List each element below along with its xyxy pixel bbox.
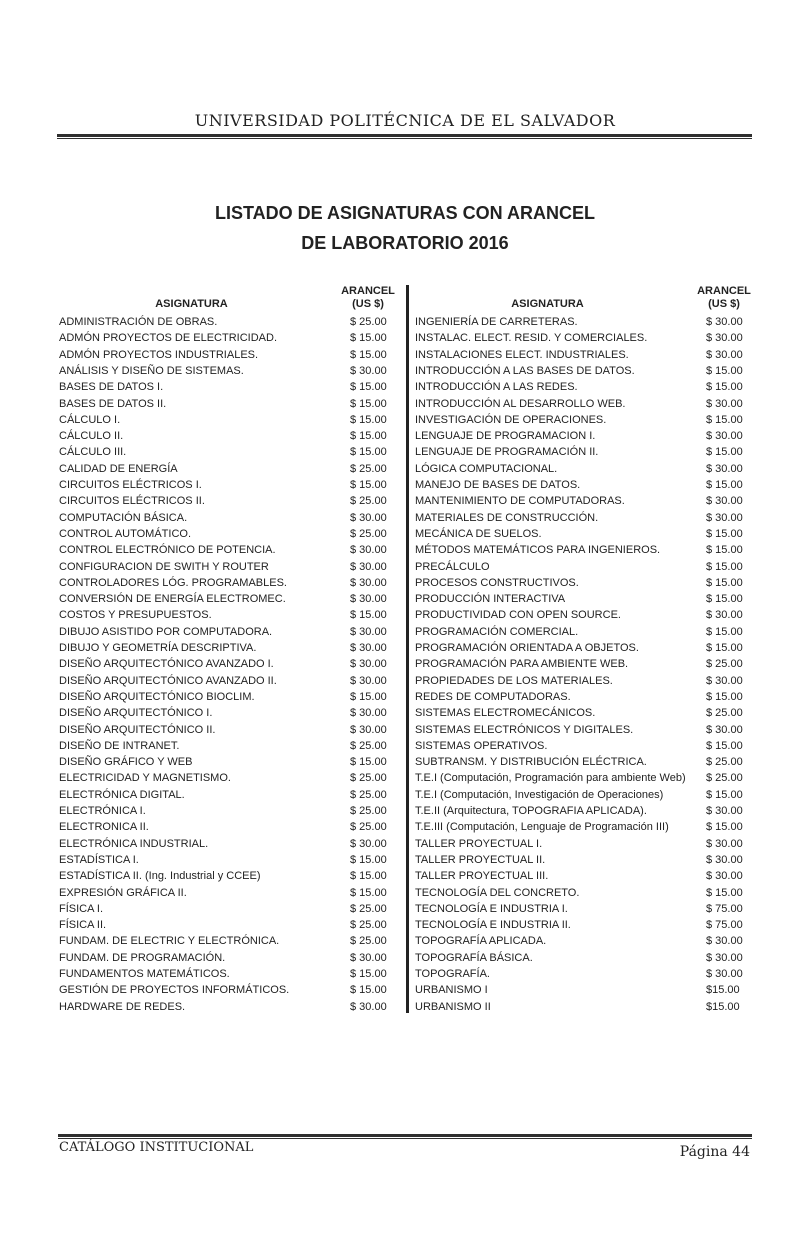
table-row	[415, 493, 755, 509]
subject-fee: $ 15.00	[350, 332, 387, 345]
subject-fee: $ 30.00	[706, 348, 743, 361]
subject-fee: $ 30.00	[350, 544, 387, 557]
subject-fee: $ 30.00	[706, 723, 743, 736]
table-row	[59, 477, 399, 493]
subject-fee: $ 30.00	[350, 576, 387, 589]
subject-name: ELECTRÓNICA DIGITAL.	[59, 788, 185, 801]
table-row	[59, 493, 399, 509]
subject-fee: $ 25.00	[350, 739, 387, 752]
table-row	[415, 754, 755, 770]
subject-name: CALIDAD DE ENERGÍA	[59, 462, 178, 475]
subject-fee: $ 15.00	[350, 968, 387, 980]
table-row	[59, 510, 399, 526]
subject-name: MECÁNICA DE SUELOS.	[415, 527, 542, 540]
subject-fee: $ 25.00	[350, 316, 387, 328]
subject-name: URBANISMO II	[415, 1000, 491, 1013]
table-row	[59, 868, 399, 884]
table-row	[415, 705, 755, 721]
subject-fee: $ 30.00	[706, 853, 743, 866]
table-row	[59, 787, 399, 803]
subject-name: CÁLCULO II.	[59, 430, 124, 443]
subject-fee: $ 30.00	[706, 805, 743, 817]
right-subject-header: ASIGNATURA	[511, 298, 584, 310]
subject-name: PROPIEDADES DE LOS MATERIALES.	[415, 674, 613, 687]
subject-fee: $ 15.00	[706, 690, 743, 703]
table-row	[415, 542, 755, 558]
subject-name: TOPOGRAFÍA.	[415, 968, 490, 980]
subject-name: T.E.I (Computación, Programación para ambiente Web)	[415, 772, 686, 785]
subject-fee: $ 30.00	[706, 968, 743, 980]
subject-name: TALLER PROYECTUAL I.	[415, 837, 543, 850]
subject-fee: $ 25.00	[350, 772, 387, 785]
table-row	[415, 673, 755, 689]
subject-name: LENGUAJE DE PROGRAMACIÓN II.	[415, 446, 599, 459]
table-row	[59, 917, 399, 933]
subject-fee: $ 15.00	[350, 381, 387, 394]
subject-fee: $ 30.00	[706, 935, 743, 948]
subject-fee: $ 15.00	[350, 853, 387, 866]
subject-fee: $ 15.00	[706, 821, 743, 834]
subject-name: DISEÑO ARQUITECTÓNICO AVANZADO I.	[59, 658, 274, 671]
right-fee-header-line2: (US $)	[708, 298, 740, 310]
subject-fee: $ 25.00	[350, 527, 387, 540]
table-row	[415, 363, 755, 379]
subject-name: ESTADÍSTICA II. (Ing. Industrial y CCEE)	[59, 870, 261, 883]
subject-fee: $ 30.00	[350, 658, 387, 671]
table-row	[415, 933, 755, 949]
table-row	[59, 689, 399, 705]
table-row	[59, 591, 399, 607]
right-fee-header	[688, 285, 760, 311]
subject-name: ADMÓN PROYECTOS DE ELECTRICIDAD.	[59, 332, 277, 345]
subject-name: DIBUJO ASISTIDO POR COMPUTADORA.	[59, 625, 273, 638]
table-row	[415, 510, 755, 526]
subject-name: DISEÑO ARQUITECTÓNICO AVANZADO II.	[59, 674, 277, 687]
subject-fee: $ 30.00	[706, 951, 743, 964]
subject-fee: $ 75.00	[706, 902, 743, 915]
table-row	[415, 559, 755, 575]
table-row	[415, 347, 755, 363]
subject-fee: $ 15.00	[706, 413, 743, 426]
table-row	[59, 575, 399, 591]
subject-name: ESTADÍSTICA I.	[59, 853, 139, 866]
subject-name: TECNOLOGÍA E INDUSTRIA I.	[415, 902, 568, 915]
subject-name: MANTENIMIENTO DE COMPUTADORAS.	[415, 495, 625, 508]
table-row	[415, 770, 755, 786]
subject-fee: $ 30.00	[706, 870, 743, 883]
subject-fee: $ 15.00	[706, 625, 743, 638]
table-row	[415, 591, 755, 607]
document-title-line2: DE LABORATORIO 2016	[301, 233, 509, 253]
subject-name: MÉTODOS MATEMÁTICOS PARA INGENIEROS.	[415, 544, 661, 557]
table-row	[59, 770, 399, 786]
table-row	[415, 477, 755, 493]
subject-name: TALLER PROYECTUAL III.	[415, 870, 549, 883]
subject-fee: $ 15.00	[350, 397, 387, 410]
subject-name: PRODUCCIÓN INTERACTIVA	[415, 593, 566, 606]
table-row	[59, 966, 399, 982]
subject-name: SISTEMAS ELECTRÓNICOS Y DIGITALES.	[415, 723, 634, 736]
header-rule-thin	[57, 138, 752, 139]
subject-name: ELECTRÓNICA INDUSTRIAL.	[59, 837, 209, 850]
table-row	[415, 575, 755, 591]
table-row	[59, 428, 399, 444]
subject-name: PROCESOS CONSTRUCTIVOS.	[415, 576, 579, 589]
subject-name: DISEÑO ARQUITECTÓNICO II.	[59, 723, 216, 736]
subject-fee: $ 30.00	[706, 332, 743, 345]
subject-fee: $ 25.00	[350, 788, 387, 801]
subject-fee: $ 15.00	[350, 348, 387, 361]
subject-fee: $ 30.00	[706, 430, 743, 443]
left-subject-header: ASIGNATURA	[155, 298, 228, 310]
table-row	[59, 461, 399, 477]
subject-name: BASES DE DATOS II.	[59, 397, 167, 410]
table-row	[415, 428, 755, 444]
subject-name: LENGUAJE DE PROGRAMACION I.	[415, 430, 596, 443]
subject-name: INSTALACIONES ELECT. INDUSTRIALES.	[415, 348, 629, 361]
subject-name: CÁLCULO III.	[59, 446, 127, 459]
subject-name: CONTROLADORES LÓG. PROGRAMABLES.	[59, 576, 287, 589]
table-row	[59, 836, 399, 852]
subject-fee: $ 25.00	[706, 658, 743, 671]
table-row	[59, 950, 399, 966]
subject-name: DIBUJO Y GEOMETRÍA DESCRIPTIVA.	[59, 642, 257, 654]
subject-fee: $15.00	[706, 1000, 740, 1013]
table-row	[59, 624, 399, 640]
subject-fee: $ 15.00	[706, 381, 743, 394]
subject-fee: $ 15.00	[350, 886, 387, 899]
subject-fee: $ 15.00	[350, 984, 387, 997]
table-row	[59, 722, 399, 738]
subject-fee: $ 25.00	[350, 462, 387, 475]
subject-fee: $ 30.00	[706, 495, 743, 508]
subject-name: T.E.III (Computación, Lenguaje de Programación III)	[415, 821, 669, 834]
subject-fee: $ 15.00	[706, 593, 743, 606]
page-number: Página 44	[679, 1144, 750, 1160]
table-row	[59, 363, 399, 379]
table-row	[59, 347, 399, 363]
subject-name: TOPOGRAFÍA APLICADA.	[415, 935, 547, 948]
subject-name: PROGRAMACIÓN PARA AMBIENTE WEB.	[415, 658, 629, 671]
subject-name: TECNOLOGÍA DEL CONCRETO.	[415, 886, 580, 899]
subject-name: LÓGICA COMPUTACIONAL.	[415, 462, 558, 475]
subject-fee: $ 25.00	[350, 495, 387, 508]
table-row	[59, 607, 399, 623]
table-row	[415, 526, 755, 542]
subject-fee: $ 15.00	[706, 527, 743, 540]
subject-fee: $ 15.00	[706, 642, 743, 654]
subject-name: ELECTRONICA II.	[59, 821, 149, 834]
subject-fee: $ 30.00	[350, 625, 387, 638]
subject-fee: $ 30.00	[350, 593, 387, 606]
table-row	[59, 379, 399, 395]
subject-name: PROGRAMACIÓN ORIENTADA A OBJETOS.	[415, 642, 639, 654]
left-fee-header	[332, 285, 404, 311]
table-row	[415, 396, 755, 412]
table-row	[59, 330, 399, 346]
subject-fee: $ 15.00	[350, 756, 387, 769]
subject-fee: $ 15.00	[706, 788, 743, 801]
subject-fee: $ 15.00	[706, 560, 743, 573]
subject-name: CÁLCULO I.	[59, 413, 121, 426]
subject-name: INVESTIGACIÓN DE OPERACIONES.	[415, 413, 607, 426]
table-row	[59, 819, 399, 835]
subject-fee: $ 30.00	[350, 1000, 387, 1013]
table-row	[59, 412, 399, 428]
subject-fee: $ 75.00	[706, 919, 743, 932]
table-row	[59, 705, 399, 721]
subject-fee: $ 15.00	[706, 739, 743, 752]
subject-fee: $ 15.00	[706, 479, 743, 491]
subject-fee: $ 15.00	[350, 609, 387, 622]
subject-name: FUNDAM. DE PROGRAMACIÓN.	[59, 951, 226, 964]
university-name: UNIVERSIDAD POLITÉCNICA DE EL SALVADOR	[194, 111, 616, 130]
subject-fee: $ 15.00	[350, 479, 387, 491]
subject-fee: $ 15.00	[350, 690, 387, 703]
subject-name: ADMÓN PROYECTOS INDUSTRIALES.	[59, 348, 259, 361]
table-row	[415, 640, 755, 656]
table-row	[415, 917, 755, 933]
subject-name: TOPOGRAFÍA BÁSICA.	[415, 951, 533, 964]
table-row	[415, 950, 755, 966]
table-row	[59, 803, 399, 819]
subject-fee: $ 25.00	[350, 919, 387, 932]
subject-fee: $ 30.00	[350, 674, 387, 687]
subject-name: TALLER PROYECTUAL II.	[415, 853, 546, 866]
table-row	[59, 656, 399, 672]
table-row	[415, 607, 755, 623]
table-row	[59, 444, 399, 460]
table-row	[59, 901, 399, 917]
document-title-line1: LISTADO DE ASIGNATURAS CON ARANCEL	[215, 203, 595, 223]
catalog-label: CATÁLOGO INSTITUCIONAL	[59, 1140, 254, 1155]
left-fee-header-line1: ARANCEL	[341, 285, 395, 297]
subject-fee: $ 15.00	[350, 413, 387, 426]
footer-rule-thin	[58, 1138, 752, 1139]
subject-name: URBANISMO I	[415, 984, 488, 997]
table-row	[415, 982, 755, 998]
subject-fee: $ 30.00	[350, 837, 387, 850]
table-row	[59, 542, 399, 558]
table-row	[415, 624, 755, 640]
subject-name: ANÁLISIS Y DISEÑO DE SISTEMAS.	[59, 364, 244, 377]
subject-name: CONTROL ELECTRÓNICO DE POTENCIA.	[59, 544, 276, 557]
table-row	[59, 933, 399, 949]
subject-name: TECNOLOGÍA E INDUSTRIA II.	[415, 919, 571, 932]
subject-fee: $ 30.00	[350, 723, 387, 736]
footer-rule-thick	[58, 1134, 752, 1137]
subject-fee: $ 25.00	[706, 707, 743, 720]
subject-fee: $ 25.00	[350, 902, 387, 915]
subject-fee: $ 30.00	[350, 560, 387, 573]
subject-name: CIRCUITOS ELÉCTRICOS II.	[59, 495, 205, 508]
subject-name: SISTEMAS ELECTROMECÁNICOS.	[415, 707, 596, 720]
table-row	[415, 722, 755, 738]
table-row	[415, 868, 755, 884]
table-row	[59, 559, 399, 575]
subject-name: T.E.II (Arquitectura, TOPOGRAFIA APLICADA).	[415, 805, 647, 817]
subject-name: INSTALAC. ELECT. RESID. Y COMERCIALES.	[415, 332, 648, 345]
subject-fee: $ 30.00	[350, 707, 387, 720]
table-row	[415, 966, 755, 982]
table-row	[415, 656, 755, 672]
subject-name: FÍSICA I.	[59, 902, 104, 915]
subject-name: INTRODUCCIÓN A LAS BASES DE DATOS.	[415, 364, 635, 377]
subject-name: PRECÁLCULO	[415, 560, 490, 573]
subject-name: FÍSICA II.	[59, 919, 107, 932]
subject-name: DISEÑO DE INTRANET.	[59, 739, 180, 752]
subject-fee: $ 30.00	[350, 642, 387, 654]
subject-name: COSTOS Y PRESUPUESTOS.	[59, 609, 212, 622]
subject-name: INTRODUCCIÓN A LAS REDES.	[415, 381, 578, 394]
subject-fee: $15.00	[706, 984, 740, 997]
table-row	[415, 689, 755, 705]
subject-name: INTRODUCCIÓN AL DESARROLLO WEB.	[415, 397, 626, 410]
subject-fee: $ 30.00	[706, 837, 743, 850]
subject-fee: $ 30.00	[350, 511, 387, 524]
subject-fee: $ 15.00	[706, 364, 743, 377]
subject-name: CONTROL AUTOMÁTICO.	[59, 527, 192, 540]
subject-name: HARDWARE DE REDES.	[59, 1000, 186, 1013]
table-row	[59, 396, 399, 412]
subject-name: EXPRESIÓN GRÁFICA II.	[59, 886, 187, 899]
subject-fee: $ 30.00	[706, 609, 743, 622]
table-row	[415, 738, 755, 754]
subject-fee: $ 25.00	[706, 756, 743, 769]
subject-name: REDES DE COMPUTADORAS.	[415, 690, 571, 703]
subject-fee: $ 25.00	[350, 821, 387, 834]
table-row	[415, 819, 755, 835]
table-row	[415, 803, 755, 819]
subject-fee: $ 25.00	[350, 805, 387, 817]
subject-fee: $ 30.00	[706, 462, 743, 475]
subject-name: ELECTRICIDAD Y MAGNETISMO.	[59, 772, 231, 785]
subject-name: SISTEMAS OPERATIVOS.	[415, 739, 548, 752]
subject-fee: $ 15.00	[706, 576, 743, 589]
table-row	[59, 852, 399, 868]
right-fee-header-line1: ARANCEL	[697, 285, 751, 297]
subject-name: BASES DE DATOS I.	[59, 381, 164, 394]
subject-fee: $ 15.00	[706, 886, 743, 899]
left-fee-header-line2: (US $)	[352, 298, 384, 310]
subject-name: ADMINISTRACIÓN DE OBRAS.	[59, 316, 218, 328]
subject-name: CONVERSIÓN DE ENERGÍA ELECTROMEC.	[59, 593, 286, 606]
subject-name: CIRCUITOS ELÉCTRICOS I.	[59, 479, 202, 491]
subject-fee: $ 15.00	[350, 446, 387, 459]
subject-name: FUNDAMENTOS MATEMÁTICOS.	[59, 968, 230, 980]
subject-name: DISEÑO GRÁFICO Y WEB	[59, 756, 193, 769]
subject-fee: $ 30.00	[706, 674, 743, 687]
table-row	[415, 999, 755, 1015]
subject-fee: $ 30.00	[706, 397, 743, 410]
column-divider	[406, 285, 409, 1013]
subject-name: FUNDAM. DE ELECTRIC Y ELECTRÓNICA.	[59, 935, 280, 948]
subject-name: MATERIALES DE CONSTRUCCIÓN.	[415, 511, 599, 524]
subject-name: SUBTRANSM. Y DISTRIBUCIÓN ELÉCTRICA.	[415, 756, 647, 769]
subject-name: DISEÑO ARQUITECTÓNICO BIOCLIM.	[59, 690, 255, 703]
table-row	[59, 754, 399, 770]
subject-name: PRODUCTIVIDAD CON OPEN SOURCE.	[415, 609, 621, 622]
subject-fee: $ 25.00	[706, 772, 743, 785]
subject-fee: $ 15.00	[706, 446, 743, 459]
subject-fee: $ 30.00	[350, 364, 387, 377]
table-row	[59, 982, 399, 998]
table-row	[59, 885, 399, 901]
subject-fee: $ 25.00	[350, 935, 387, 948]
subject-name: INGENIERÍA DE CARRETERAS.	[415, 316, 578, 328]
table-row	[59, 738, 399, 754]
subject-fee: $ 30.00	[706, 511, 743, 524]
subject-fee: $ 15.00	[706, 544, 743, 557]
subject-fee: $ 15.00	[350, 870, 387, 883]
table-row	[415, 787, 755, 803]
table-row	[59, 999, 399, 1015]
table-row	[415, 852, 755, 868]
table-row	[415, 412, 755, 428]
subject-name: DISEÑO ARQUITECTÓNICO I.	[59, 707, 213, 720]
subject-name: COMPUTACIÓN BÁSICA.	[59, 511, 188, 524]
table-row	[415, 379, 755, 395]
subject-fee: $ 15.00	[350, 430, 387, 443]
table-row	[415, 836, 755, 852]
subject-name: MANEJO DE BASES DE DATOS.	[415, 479, 581, 491]
table-row	[59, 673, 399, 689]
subject-name: PROGRAMACIÓN COMERCIAL.	[415, 625, 579, 638]
subject-fee: $ 30.00	[350, 951, 387, 964]
table-row	[415, 901, 755, 917]
header-rule-thick	[57, 134, 752, 137]
subject-name: CONFIGURACION DE SWITH Y ROUTER	[59, 560, 269, 573]
table-row	[415, 461, 755, 477]
table-row	[415, 330, 755, 346]
subject-name: GESTIÓN DE PROYECTOS INFORMÁTICOS.	[59, 984, 290, 997]
table-row	[59, 526, 399, 542]
subject-fee: $ 30.00	[706, 316, 743, 328]
table-row	[415, 314, 755, 330]
table-row	[415, 444, 755, 460]
table-row	[415, 885, 755, 901]
table-row	[59, 314, 399, 330]
subject-name: ELECTRÓNICA I.	[59, 805, 146, 817]
table-row	[59, 640, 399, 656]
subject-name: T.E.I (Computación, Investigación de Operaciones)	[415, 788, 664, 801]
